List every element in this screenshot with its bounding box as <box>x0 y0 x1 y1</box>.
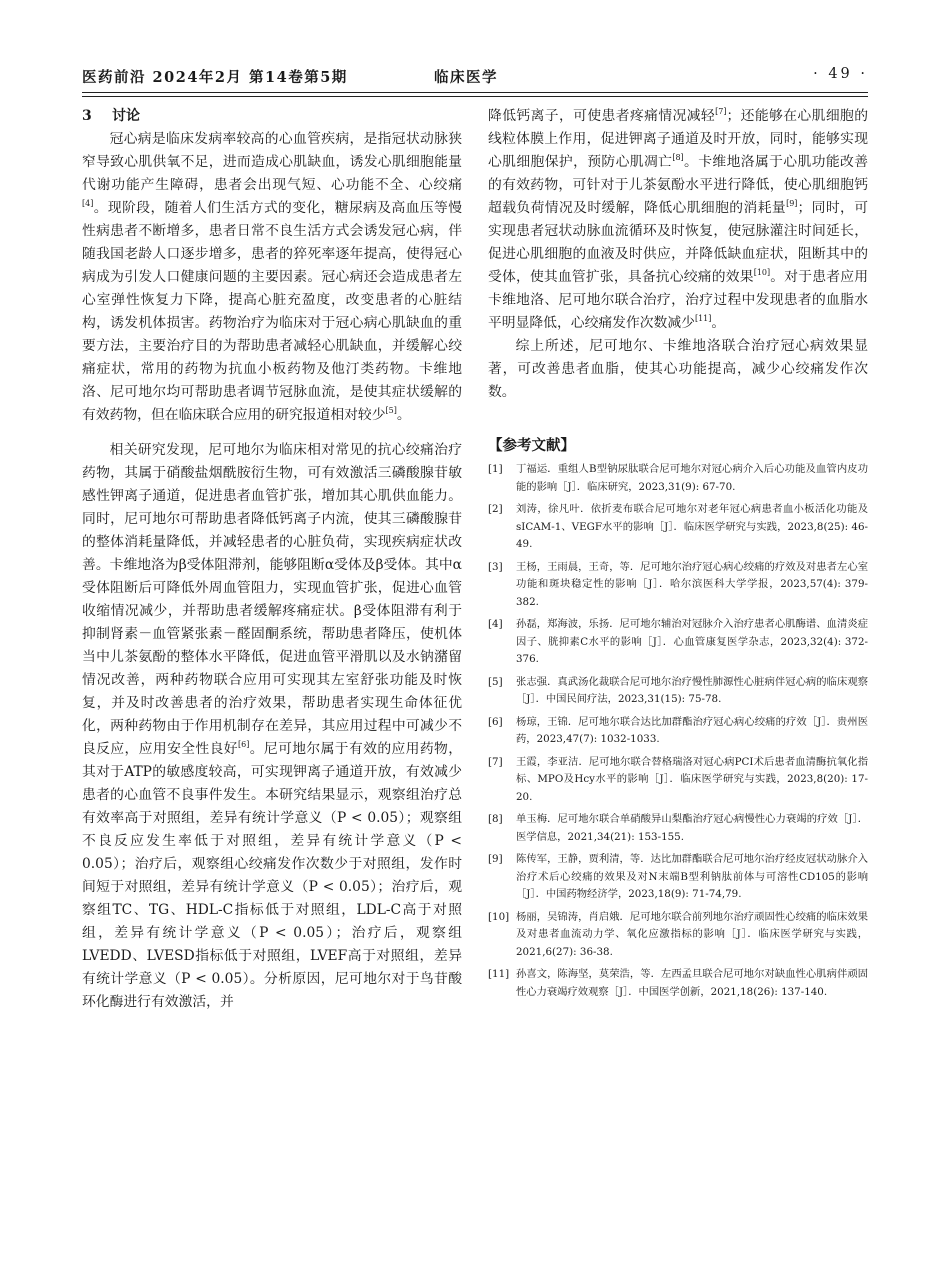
reference-text: 王杨，王雨晨，王奇，等．尼可地尔治疗冠心病心绞痛的疗效及对患者左心室功能和斑块稳定性的影响［J］．哈尔滨医科大学学报，2023,57(4): 379-382. <box>516 560 868 608</box>
reference-text: 王霞，李亚洁．尼可地尔联合替格瑞洛对冠心病PCI术后患者血清酶抗氧化指标、MPO及Hcy水平的影响［J］．临床医学研究与实践，2023,8(20): 17-20. <box>516 755 868 803</box>
section-title: 讨论 <box>112 108 140 124</box>
reference-item <box>488 714 868 749</box>
reference-list <box>488 461 868 1001</box>
references-heading: 【参考文献】 <box>488 438 575 454</box>
citation-marker: [7] <box>715 107 727 116</box>
reference-number: [7] <box>488 755 503 768</box>
reference-item <box>488 674 868 709</box>
reference-text: 杨琼，王锦．尼可地尔联合达比加群酯治疗冠心病心绞痛的疗效［J］．贵州医药，2023,47(7): 1032-1033. <box>516 715 868 745</box>
citation-marker: [4] <box>82 199 94 208</box>
reference-item <box>488 909 868 962</box>
citation-marker: [11] <box>694 314 712 323</box>
citation-marker: [10] <box>753 268 771 277</box>
reference-text: 丁福运．重组人B型钠尿肽联合尼可地尔对冠心病介入后心功能及血管内皮功能的影响［J］．临床研究，2023,31(9): 67-70. <box>516 463 868 493</box>
reference-number: [2] <box>488 503 503 515</box>
reference-item <box>488 616 868 669</box>
reference-item <box>488 966 868 1001</box>
reference-number: [5] <box>488 675 503 688</box>
right-column <box>488 105 868 1006</box>
paragraph: 冠心病是临床发病率较高的心血管疾病，是指冠状动脉狭窄导致心肌供氧不足，进而造成心肌缺血，诱发心肌细胞能量代谢功能产生障碍，患者会出现气短、心功能不全、心绞痛[4]。现阶段，随着人们生活方式的变化，糖尿病及高血压等慢性病患者不断增多，患者日常不良生活方式会诱发冠心病，伴随我国老龄人口逐步增多，患者的猝死率逐年提高，使得冠心病成为引发人口健康问题的主要因素。冠心病还会造成患者左心室弹性恢复力下降，提高心脏充盈度，改变患者的心脏结构，诱发机体损害。药物治疗为临床对于冠心病心肌缺血的重要方法，主要治疗目的为帮助患者减轻心肌缺血，并缓解心绞痛症状，常用的药物为抗血小板药物及他汀类药物。卡维地洛、尼可地尔均可帮助患者调节冠脉血流，是使其症状缓解的有效药物，但在临床联合应用的研究报道相对较少[5]。 <box>82 131 462 423</box>
header-rule <box>82 92 868 93</box>
left-column <box>82 105 462 1014</box>
reference-item <box>488 754 868 807</box>
reference-item <box>488 501 868 554</box>
citation-marker: [5] <box>385 406 397 415</box>
reference-text: 陈传军，王静，贾利清，等．达比加群酯联合尼可地尔治疗经皮冠状动脉介入治疗术后心绞痛的效果及对N末端B型利钠肽前体与可溶性CD105的影响［J］．中国药物经济学，2023,18(9): 71-74,79. <box>516 853 868 900</box>
reference-number: [8] <box>488 813 503 825</box>
reference-number: [11] <box>488 968 510 980</box>
reference-text: 张志强．真武汤化裁联合尼可地尔治疗慢性肺源性心脏病伴冠心病的临床观察［J］．中国民间疗法，2023,31(15): 75-78. <box>516 675 868 705</box>
column-name: 临床医学 <box>434 69 498 86</box>
citation-marker: [9] <box>786 199 798 208</box>
reference-item <box>488 851 868 904</box>
reference-item <box>488 559 868 612</box>
reference-text: 孙喜文，陈海坚，莫荣浩，等．左西孟旦联合尼可地尔对缺血性心肌病伴顽固性心力衰竭疗效观察［J］．中国医学创新，2021,18(26): 137-140. <box>516 968 868 998</box>
reference-number: [10] <box>488 910 510 923</box>
reference-text: 刘涛，徐凡叶．依折麦布联合尼可地尔对老年冠心病患者血小板活化功能及sICAM-1、VEGF水平的影响［J］．临床医学研究与实践，2023,8(25): 46-49. <box>516 503 868 550</box>
section-number: 3 <box>82 108 92 124</box>
citation-marker: [6] <box>237 740 250 749</box>
reference-number: [9] <box>488 853 503 865</box>
running-header <box>82 62 868 88</box>
citation-marker: [8] <box>672 153 684 162</box>
reference-text: 单玉梅．尼可地尔联合单硝酸异山梨酯治疗冠心病慢性心力衰竭的疗效［J］．医学信息，2021,34(21): 153-155. <box>516 813 868 843</box>
reference-text: 杨丽，吴锦涛，肖启娥．尼可地尔联合前列地尔治疗顽固性心绞痛的临床效果及对患者血流动力学、氧化应激指标的影响［J］．临床医学研究与实践，2021,6(27): 36-38. <box>516 910 868 958</box>
page-number: · 49 · <box>813 66 868 82</box>
reference-item <box>488 811 868 846</box>
journal-info: 医药前沿 2024年2月 第14卷第5期 <box>82 69 348 86</box>
reference-number: [3] <box>488 560 503 573</box>
paragraph: 综上所述，尼可地尔、卡维地洛联合治疗冠心病效果显著，可改善患者血脂，使其心功能提高，减少心绞痛发作次数。 <box>488 338 868 400</box>
paragraph: 降低钙离子，可使患者疼痛情况减轻[7]；还能够在心肌细胞的线粒体膜上作用，促进钾离子通道及时开放，同时，能够实现心肌细胞保护，预防心肌凋亡[8]。卡维地洛属于心肌功能改善的有效药物，可针对于儿茶氨酚水平进行降低，使心肌细胞钙超载负荷情况及时缓解，降低心肌细胞的消耗量[9]；同时，可实现患者冠状动脉血流循环及时恢复，使冠脉灌注时间延长，促进心肌细胞的血液及时供应，并降低缺血症状，阻断其中的受体，使其血管扩张，具备抗心绞痛的效果[10]。对于患者应用卡维地洛、尼可地尔联合治疗，治疗过程中发现患者的血脂水平明显降低，心绞痛发作次数减少[11]。 <box>488 107 869 331</box>
reference-number: [1] <box>488 463 503 475</box>
header-rule-thin <box>82 96 868 97</box>
reference-item <box>488 461 868 496</box>
reference-text: 孙磊，郑海波，乐扬．尼可地尔辅治对冠脉介入治疗患者心肌酶谱、血清炎症因子、胱抑素C水平的影响［J］．心血管康复医学杂志，2023,32(4): 372-376. <box>516 618 868 665</box>
reference-number: [4] <box>488 618 503 630</box>
reference-number: [6] <box>488 715 503 728</box>
section-heading <box>82 105 462 128</box>
paragraph: 相关研究发现，尼可地尔为临床相对常见的抗心绞痛治疗药物，其属于硝酸盐烟酰胺衍生物，可有效激活三磷酸腺苷敏感性钾离子通道，促进患者血管扩张，增加其心肌供血能力。同时，尼可地尔可帮助患者降低钙离子内流，使其三磷酸腺苷的整体消耗量降低，并减轻患者的心脏负荷，实现疾病症状改善。卡维地洛为β受体阻滞剂，能够阻断α受体及β受体。其中α受体阻断后可降低外周血管阻力，实现血管扩张，促进心血管收缩情况减少，并帮助患者缓解疼痛症状。β受体阻滞有利于抑制肾素－血管紧张素－醛固酮系统，帮助患者降压，使机体当中儿茶氨酚的整体水平降低，促进血管平滑肌以及水钠潴留情况改善，两种药物联合应用可实现其左室舒张功能及时恢复，并及时改善患者的治疗效果，帮助患者实现生命体征优化，两种药物由于作用机制存在差异，其应用过程中可减少不良反应，应用安全性良好[6]。尼可地尔属于有效的应用药物，其对于ATP的敏感度较高，可实现钾离子通道开放，有效减少患者的心血管不良事件发生。本研究结果显示，观察组治疗总有效率高于对照组，差异有统计学意义（P < 0.05）；观察组不良反应发生率低于对照组，差异有统计学意义（P < 0.05）；治疗后，观察组心绞痛发作次数少于对照组，发作时间短于对照组，差异有统计学意义（P < 0.05）；治疗后，观察组TC、TG、HDL-C指标低于对照组，LDL-C高于对照组，差异有统计学意义（P < 0.05）；治疗后，观察组LVEDD、LVESD指标低于对照组，LVEF高于对照组，差异有统计学意义（P < 0.05）。分析原因，尼可地尔对于鸟苷酸环化酶进行有效激活，并 <box>82 442 463 1010</box>
